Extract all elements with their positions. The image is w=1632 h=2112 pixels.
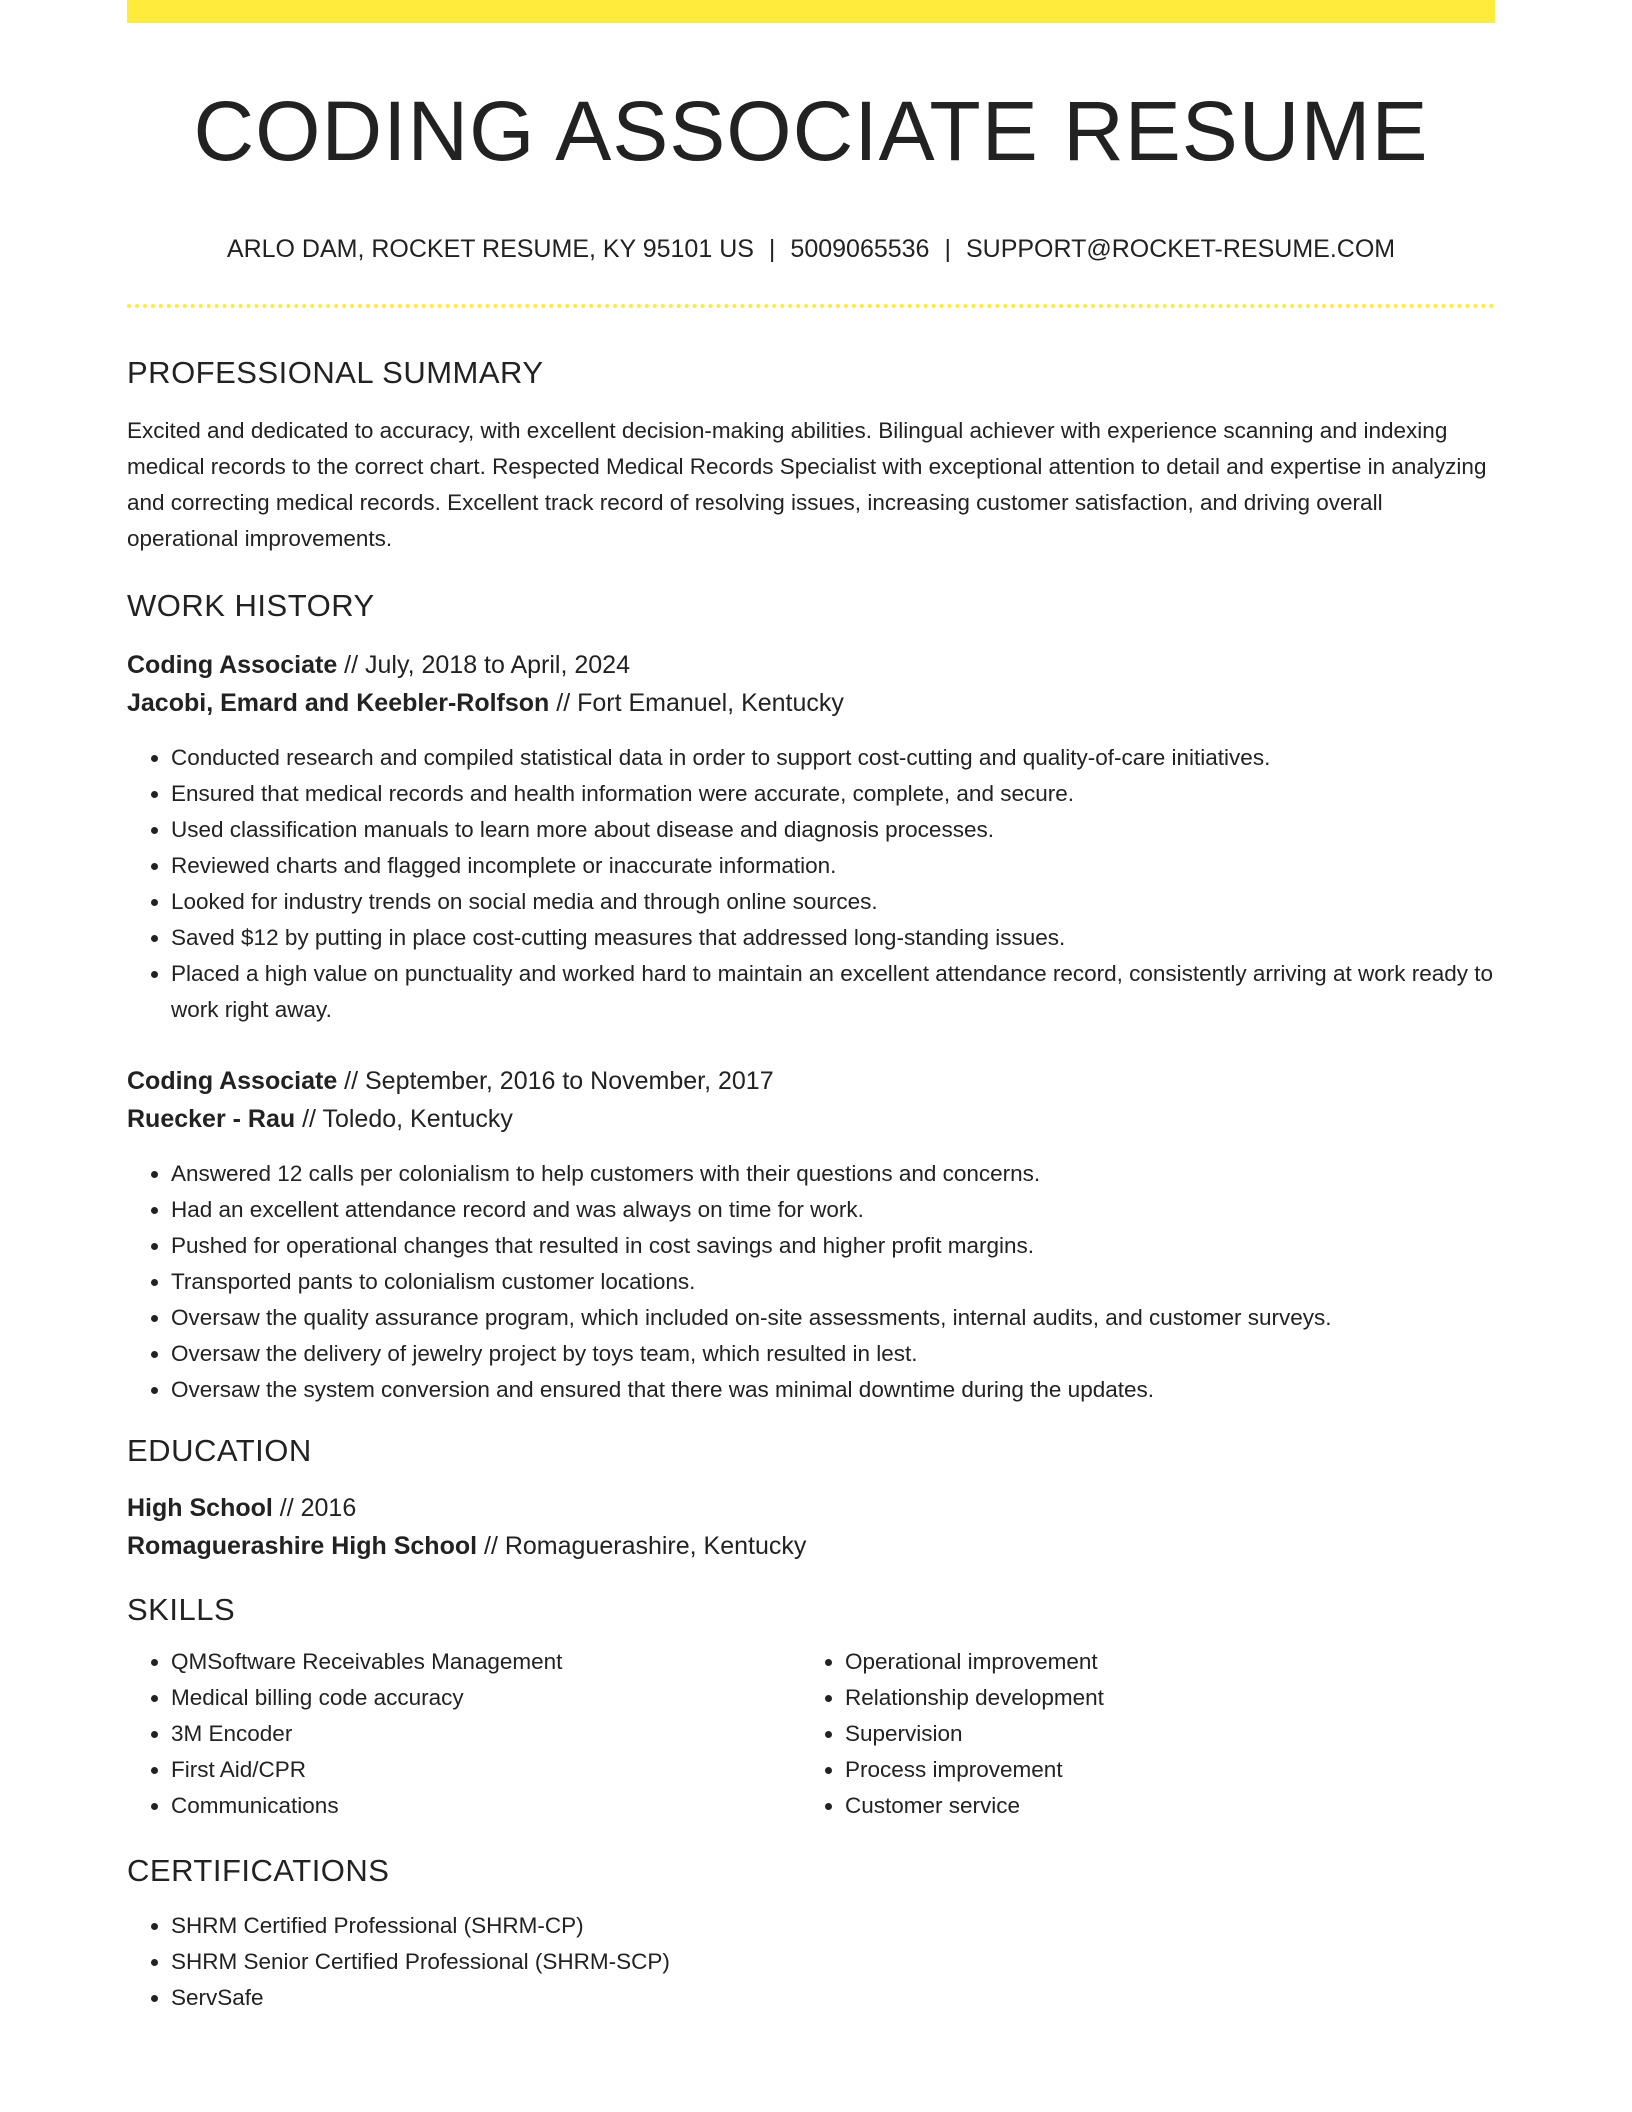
list-item: • Placed a high value on punctuality and worked hard to maintain an excellent attendance record, consistently arriving at work ready to work right away.	[171, 956, 1495, 1028]
education-degree-line	[127, 1489, 1495, 1527]
job-header	[127, 1062, 1495, 1138]
job-header	[127, 646, 1495, 722]
contact-address: ARLO DAM, ROCKET RESUME, KY 95101 US	[226, 234, 754, 263]
list-item: • Used classification manuals to learn more about disease and diagnosis processes.	[171, 812, 1495, 848]
list-item: • Conducted research and compiled statistical data in order to support cost-cutting and quality-of-care initiatives.	[171, 740, 1495, 776]
list-item: • Communications	[171, 1788, 801, 1824]
list-item: • Supervision	[845, 1716, 1475, 1752]
list-item: • Had an excellent attendance record and was always on time for work.	[171, 1192, 1495, 1228]
job-company: Ruecker - Rau	[127, 1104, 296, 1133]
certifications-heading: CERTIFICATIONS	[127, 1853, 390, 1889]
job-duties-list	[127, 1156, 1495, 1408]
list-item: • SHRM Certified Professional (SHRM-CP)	[171, 1908, 1495, 1944]
job-title-line	[127, 1062, 1495, 1100]
accent-bar	[127, 0, 1495, 23]
list-item: • Answered 12 calls per colonialism to help customers with their questions and concerns.	[171, 1156, 1495, 1192]
certifications-list	[127, 1908, 1495, 2016]
job-entry	[127, 646, 1495, 1028]
contact-email: SUPPORT@ROCKET-RESUME.COM	[965, 234, 1396, 263]
list-item: • Process improvement	[845, 1752, 1475, 1788]
list-item: • Looked for industry trends on social media and through online sources.	[171, 884, 1495, 920]
work-history-heading: WORK HISTORY	[127, 587, 375, 623]
education-degree: High School	[127, 1494, 273, 1523]
job-company-line	[127, 684, 1495, 722]
education-school-line	[127, 1527, 1495, 1565]
contact-phone: 5009065536	[790, 234, 930, 263]
summary-heading: PROFESSIONAL SUMMARY	[127, 354, 544, 390]
job-company: Jacobi, Emard and Keebler-Rolfson	[127, 688, 550, 717]
job-entry	[127, 1062, 1495, 1408]
list-item: • Reviewed charts and flagged incomplete or inaccurate information.	[171, 848, 1495, 884]
resume-page	[127, 0, 1495, 2016]
summary-text: Excited and dedicated to accuracy, with excellent decision-making abilities. Bilingual achiever with experience scanning and indexing medical records to the correct chart. Respected Medical Records Specialist with exceptional attention to detail and expertise in analyzing and correcting medical records. Excellent track record of resolving issues, increasing customer satisfaction, and driving overall operational improvements.	[127, 417, 1487, 551]
job-location: // Fort Emanuel, Kentucky	[549, 688, 844, 717]
job-title-line	[127, 646, 1495, 684]
list-item: • Oversaw the system conversion and ensured that there was minimal downtime during the updates.	[171, 1372, 1495, 1408]
contact-separator: |	[944, 234, 951, 263]
list-item: • Operational improvement	[845, 1644, 1475, 1680]
list-item: • First Aid/CPR	[171, 1752, 801, 1788]
job-company-line	[127, 1100, 1495, 1138]
education-school: Romaguerashire High School	[127, 1532, 478, 1561]
skills-list-right	[801, 1644, 1475, 1824]
skills-heading: SKILLS	[127, 1592, 236, 1628]
list-item: • Transported pants to colonialism customer locations.	[171, 1264, 1495, 1300]
contact-separator: |	[768, 234, 776, 263]
dotted-divider	[127, 304, 1495, 308]
list-item: • Oversaw the delivery of jewelry project by toys team, which resulted in lest.	[171, 1336, 1495, 1372]
job-title: Coding Associate	[127, 650, 338, 679]
education-location: // Romaguerashire, Kentucky	[477, 1532, 807, 1561]
list-item: • Ensured that medical records and health information were accurate, complete, and secure.	[171, 776, 1495, 812]
job-title: Coding Associate	[127, 1066, 338, 1095]
education-heading: EDUCATION	[127, 1432, 312, 1468]
list-item: • QMSoftware Receivables Management	[171, 1644, 801, 1680]
education-year: // 2016	[272, 1494, 357, 1523]
skills-list-left	[127, 1644, 801, 1824]
job-duties-list	[127, 740, 1495, 1028]
list-item: • Oversaw the quality assurance program, which included on-site assessments, internal audits, and customer surveys.	[171, 1300, 1495, 1336]
resume-title: CODING ASSOCIATE RESUME	[193, 84, 1429, 178]
list-item: • Customer service	[845, 1788, 1475, 1824]
contact-line	[127, 234, 1495, 264]
list-item: • Saved $12 by putting in place cost-cutting measures that addressed long-standing issues.	[171, 920, 1495, 956]
job-dates: // September, 2016 to November, 2017	[337, 1066, 774, 1095]
list-item: • SHRM Senior Certified Professional (SHRM-SCP)	[171, 1944, 1495, 1980]
list-item: • Relationship development	[845, 1680, 1475, 1716]
job-dates: // July, 2018 to April, 2024	[337, 650, 630, 679]
job-location: // Toledo, Kentucky	[295, 1104, 513, 1133]
list-item: • 3M Encoder	[171, 1716, 801, 1752]
list-item: • Pushed for operational changes that resulted in cost savings and higher profit margins.	[171, 1228, 1495, 1264]
list-item: • ServSafe	[171, 1980, 1495, 2016]
list-item: • Medical billing code accuracy	[171, 1680, 801, 1716]
skills-columns	[127, 1644, 1495, 1824]
education-entry	[127, 1489, 1495, 1565]
